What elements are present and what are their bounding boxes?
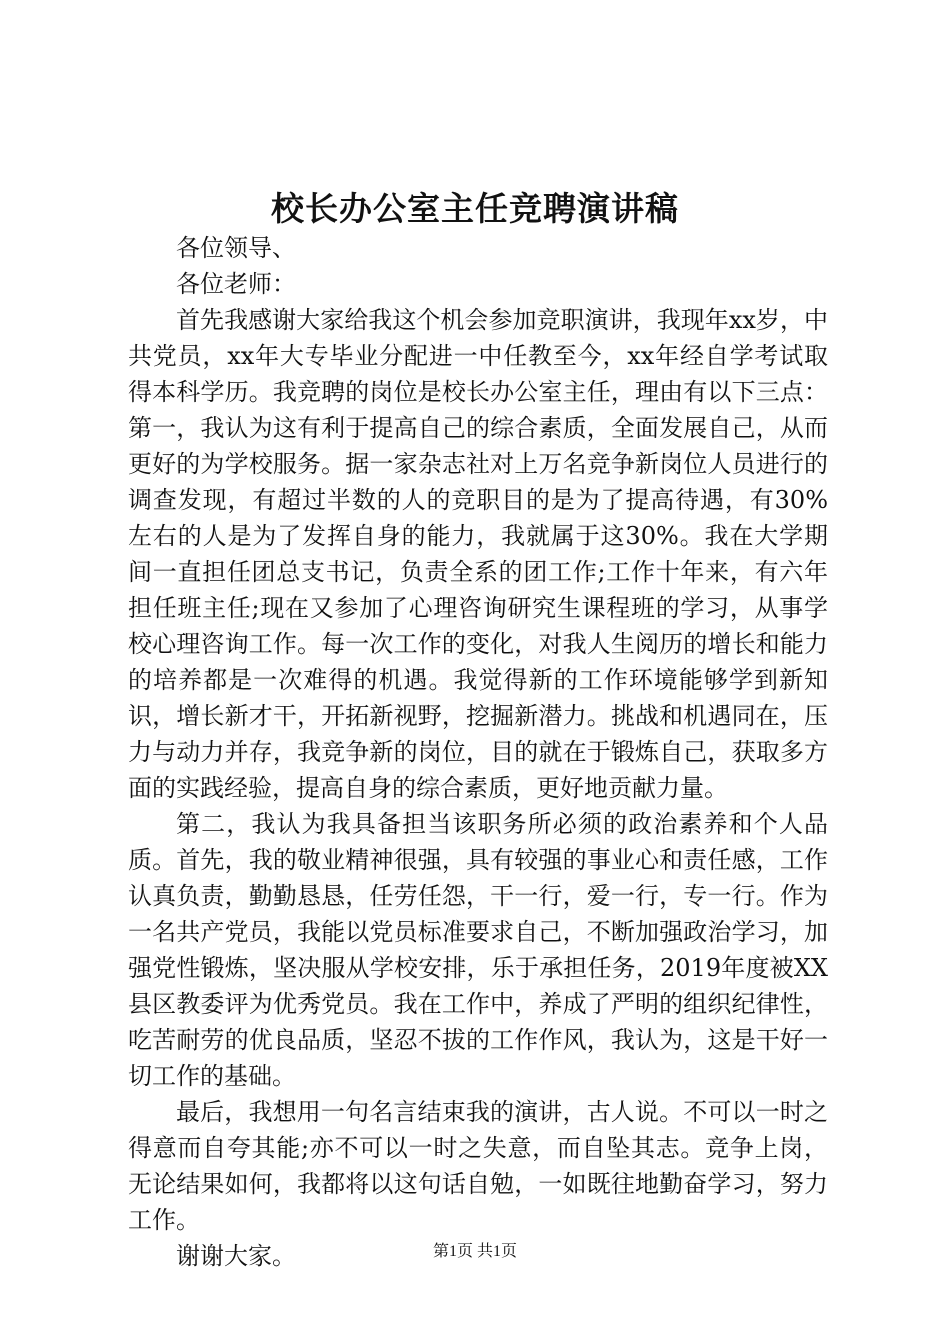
greeting-teachers: 各位老师： <box>176 270 296 298</box>
paragraph-second: 第二，我认为我具备担当该职务所必须的政治素养和个人品质。首先，我的敬业精神很强，具有较强的事业心和责任感，工作认真负责，勤勤恳恳，任劳任怨，干一行，爱一行，专一行。作为一名共产党员，我能以党员标准要求自己，不断加强政治学习，加强党性锻炼，坚决服从学校安排，乐于承担任务，2019年度被XX县区教委评为优秀党员。我在工作中，养成了严明的组织纪律性，吃苦耐劳的优良品质，坚忍不拔的工作作风，我认为，这是干好一切工作的基础。 <box>128 810 828 1090</box>
greeting-leaders: 各位领导、 <box>176 234 296 262</box>
paragraph-intro: 首先我感谢大家给我这个机会参加竞职演讲，我现年xx岁，中共党员，xx年大专毕业分配进一中任教至今，xx年经自学考试取得本科学历。我竞聘的岗位是校长办公室主任，理由有以下三点：第一，我认为这有利于提高自己的综合素质，全面发展自己，从而更好的为学校服务。据一家杂志社对上万名竞争新岗位人员进行的调查发现，有超过半数的人的竞职目的是为了提高待遇，有30%左右的人是为了发挥自身的能力，我就属于这30%。我在大学期间一直担任团总支书记，负责全系的团工作;工作十年来，有六年担任班主任;现在又参加了心理咨询研究生课程班的学习，从事学校心理咨询工作。每一次工作的变化，对我人生阅历的增长和能力的培养都是一次难得的机遇。我觉得新的工作环境能够学到新知识，增长新才干，开拓新视野，挖掘新潜力。挑战和机遇同在，压力与动力并存，我竞争新的岗位，目的就在于锻炼自己，获取多方面的实践经验，提高自身的综合素质，更好地贡献力量。 <box>128 306 828 802</box>
document-body <box>128 230 828 1274</box>
paragraph-closing: 最后，我想用一句名言结束我的演讲，古人说。不可以一时之得意而自夸其能;亦不可以一时之失意，而自坠其志。竞争上岗，无论结果如何，我都将以这句话自勉，一如既往地勤奋学习，努力工作。 <box>128 1098 828 1234</box>
paragraph-thanks: 谢谢大家。 <box>176 1242 296 1270</box>
page-number-footer: 第1页 共1页 <box>432 1243 517 1260</box>
document-title: 校长办公室主任竞聘演讲稿 <box>271 189 679 228</box>
